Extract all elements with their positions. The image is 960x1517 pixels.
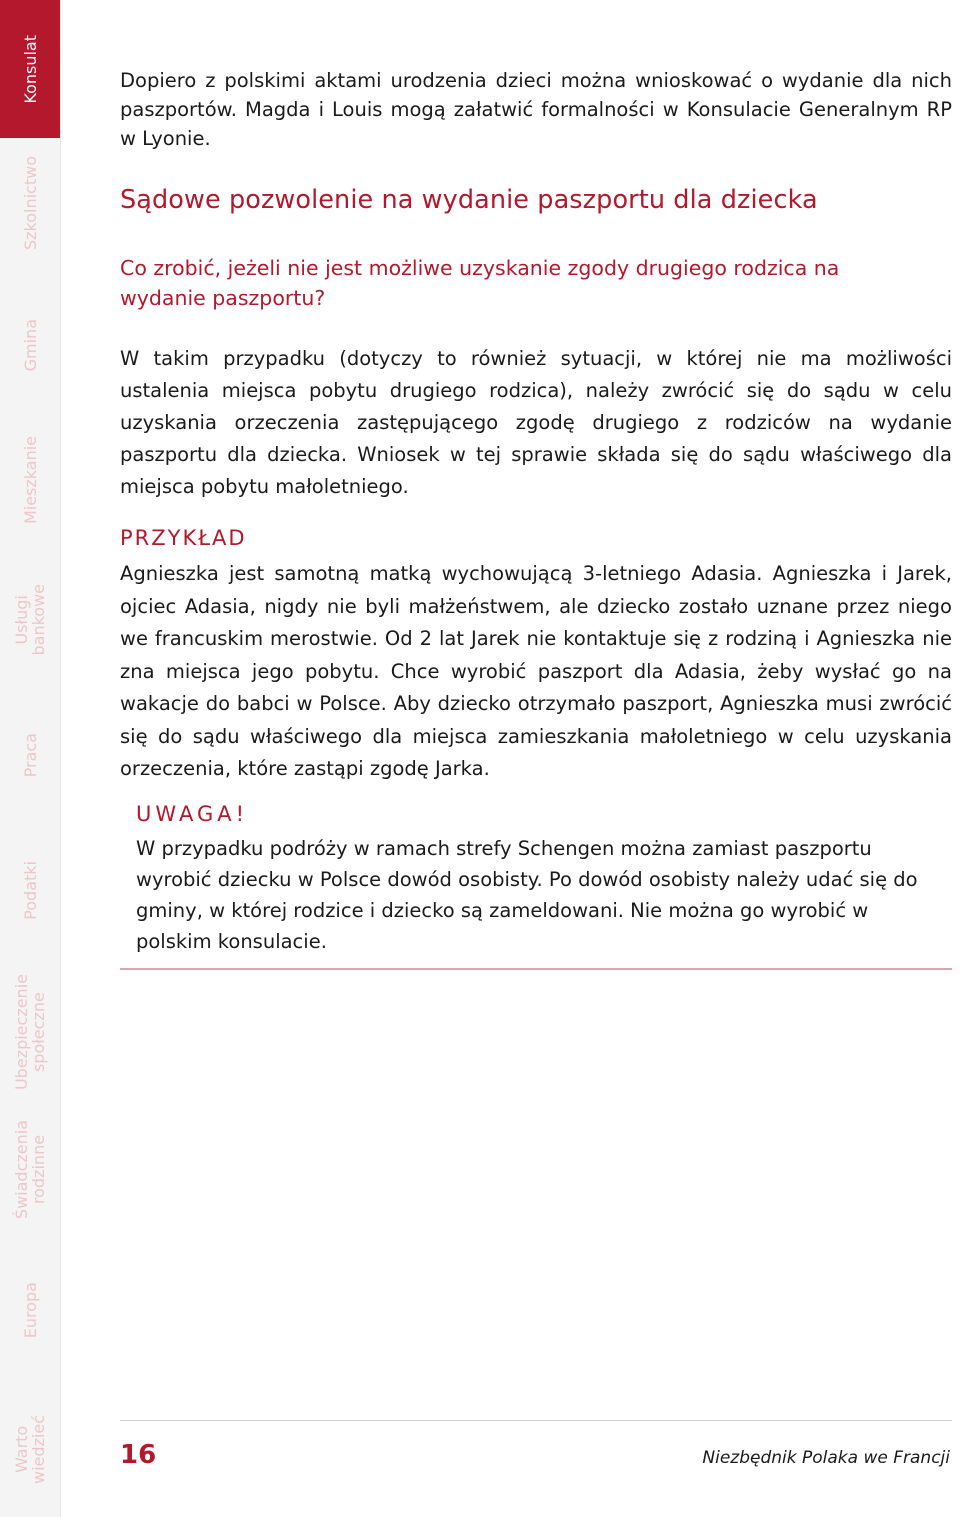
warning-paragraph: W przypadku podróży w ramach strefy Schengen można zamiast paszportu wyrobić dziecku w Polsce dowód osobisty. Po dowód osobisty należy udać się do gminy, w której rodzice i dziecko są zameldowani. Nie można go wyrobić w polskim konsulacie. xyxy=(136,837,918,953)
example-paragraph: Agnieszka jest samotną matką wychowującą 3-letniego Adasia. Agnieszka i Jarek, ojciec Adasia, nigdy nie byli małżeństwem, ale dziecko zostało uznane przez niego we francuskim merostwie. Od 2 lat Jarek nie kontaktuje się z rodziną i Agnieszka nie zna miejsca jego pobytu. Chce wyrobić paszport dla Adasia, żeby wysłać go na wakacje do babci w Polsce. Aby dziecko otrzymało paszport, Agnieszka musi zwrócić się do sądu właściwego dla miejsca zamieszkania małoletniego w celu uzyskania orzeczenia, które zastąpi zgodę Jarka. xyxy=(120,562,952,780)
sidebar-tab-konsulat[interactable] xyxy=(0,0,60,138)
answer-paragraph: W takim przypadku (dotyczy to również sytuacji, w której nie ma możliwości ustalenia miejsca pobytu drugiego rodzica), należy zwrócić się do sądu w celu uzyskania orzeczenia zastępującego zgodę drugiego z rodziców na wydanie paszportu dla dziecka. Wniosek w tej sprawie składa się do sądu właściwego dla miejsca pobytu małoletniego. xyxy=(120,347,952,498)
sidebar-tab-label: Szkolnictwo xyxy=(20,155,40,250)
warning-label: UWAGA! xyxy=(136,802,249,826)
sidebar-tab-label: Świadczenia rodzinne xyxy=(12,1120,48,1220)
sidebar-tab-ubezpieczenie-spoleczne[interactable] xyxy=(0,965,60,1100)
sidebar-tab-podatki[interactable] xyxy=(0,845,60,935)
sidebar-tab-label: Europa xyxy=(20,1281,40,1339)
example-label: PRZYKŁAD xyxy=(120,526,247,550)
sidebar-tab-label: Mieszkanie xyxy=(20,435,40,525)
sidebar-tab-praca[interactable] xyxy=(0,715,60,795)
sidebar-tab-label: Ubezpieczenie społeczne xyxy=(12,974,48,1091)
sidebar-tab-gmina[interactable] xyxy=(0,300,60,390)
sidebar-tab-europa[interactable] xyxy=(0,1265,60,1355)
page-number: 16 xyxy=(120,1440,157,1470)
book-title: Niezbędnik Polaka we Francji xyxy=(702,1448,950,1468)
sidebar-tab-swiadczenia-rodzinne[interactable] xyxy=(0,1110,60,1230)
sidebar-tab-label: Warto wiedzieć xyxy=(12,1415,48,1485)
sidebar-tab-label: Gmina xyxy=(20,318,40,372)
sidebar-tab-szkolnictwo[interactable] xyxy=(0,138,60,268)
sidebar-tab-uslugi-bankowe[interactable] xyxy=(0,570,60,670)
sidebar-tab-label: Praca xyxy=(20,732,40,778)
question-heading: Co zrobić, jeżeli nie jest możliwe uzyskanie zgody drugiego rodzica na wydanie paszportu? xyxy=(120,256,840,310)
sidebar-tab-label: Usługi bankowe xyxy=(12,584,48,656)
sidebar-tab-warto-wiedziec[interactable] xyxy=(0,1400,60,1500)
warning-box xyxy=(120,788,952,970)
sidebar-tab-label: Konsulat xyxy=(20,34,40,104)
footer-divider xyxy=(120,1420,952,1421)
main-content xyxy=(120,66,952,953)
sidebar-nav xyxy=(0,0,61,1517)
section-title: Sądowe pozwolenie na wydanie paszportu dla dziecka xyxy=(120,185,818,215)
sidebar-tab-label: Podatki xyxy=(20,860,40,920)
sidebar-tab-mieszkanie[interactable] xyxy=(0,420,60,540)
intro-paragraph: Dopiero z polskimi aktami urodzenia dzieci można wnioskować o wydanie dla nich paszportów. Magda i Louis mogą załatwić formalności w Konsulacie Generalnym RP w Lyonie. xyxy=(120,69,952,150)
